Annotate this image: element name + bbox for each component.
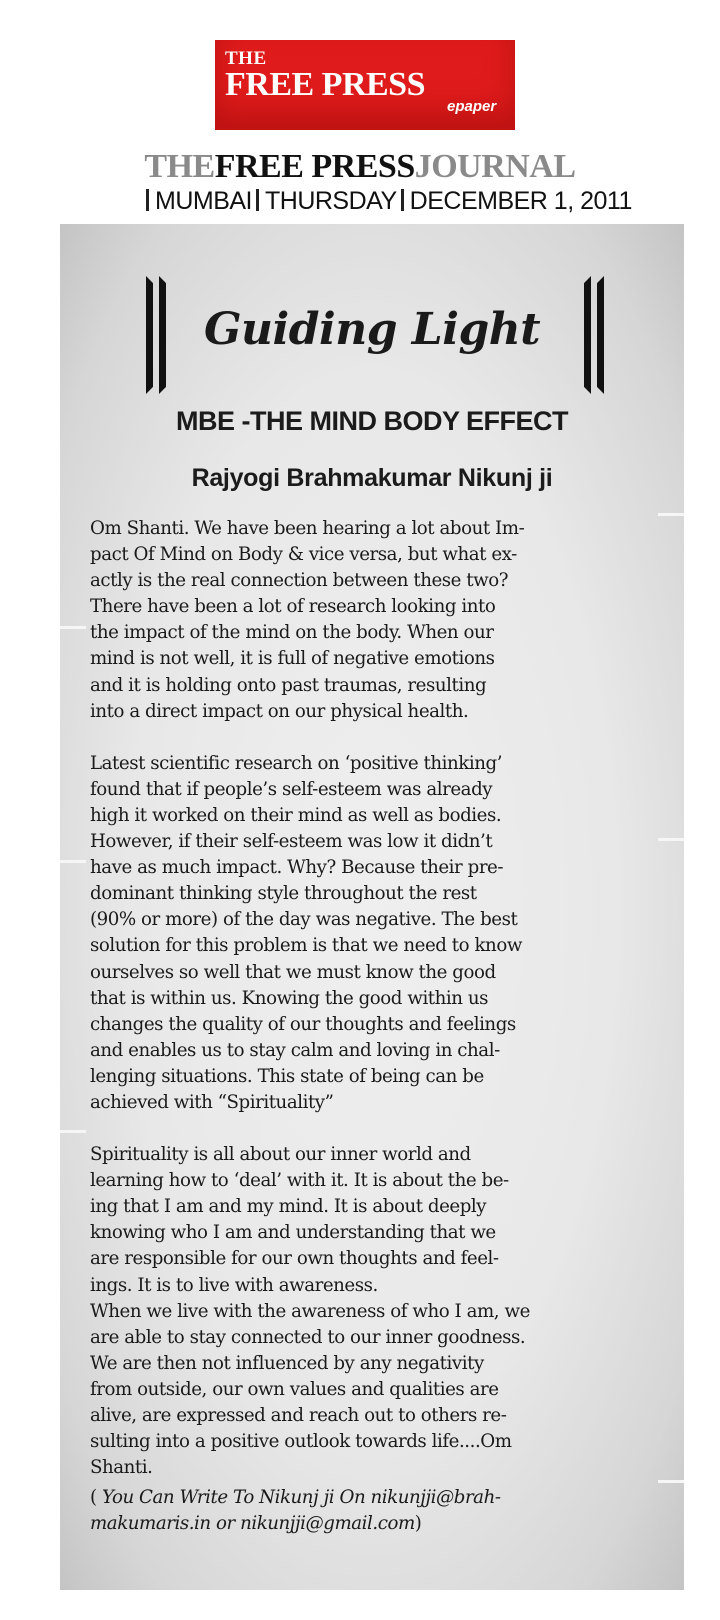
crop-mark [658,1480,684,1483]
crop-mark [658,838,684,841]
text-line [90,1511,650,1537]
text-line: are able to stay connected to our inner goodness. [90,1326,526,1348]
paragraph-2 [90,751,650,1116]
logo-free-press: FREE PRESS [225,66,425,103]
text-line: have as much impact. Why? Because their pre- [90,857,504,879]
paragraph-3 [90,1142,650,1299]
text-line: lenging situations. This state of being can be [90,1065,484,1087]
article-body [90,516,650,1537]
crop-mark [658,513,684,516]
logo-the: THE [225,48,267,69]
paragraph-4 [90,1299,650,1482]
text-line: (90% or more) of the day was negative. The best [90,909,518,931]
dateline-divider [146,189,149,211]
epaper-logo [215,40,515,130]
text-line: Shanti. [90,1457,153,1479]
text-line: changes the quality of our thoughts and feelings [90,1013,516,1035]
text-line: achieved with “Spirituality” [90,1091,334,1113]
text-line: ings. It is to live with awareness. [90,1274,378,1296]
article-clipping [60,224,684,1590]
text-line: dominant thinking style throughout the rest [90,883,477,905]
dateline-city: MUMBAI [155,187,252,215]
text-line: found that if people’s self-esteem was already [90,778,493,800]
contact-open-paren: ( [90,1487,102,1509]
dateline-divider [401,189,404,211]
dateline-divider [256,189,259,211]
dateline [146,187,632,216]
crop-mark [60,860,86,863]
text-line: and enables us to stay calm and loving in chal- [90,1039,500,1061]
contact-line-2: makumaris.in or nikunjji@gmail.com [90,1513,415,1535]
contact-line-1: You Can Write To Nikunj ji On nikunjji@brah- [101,1487,501,1509]
text-line: and it is holding onto past traumas, resulting [90,674,487,696]
text-line: alive, are expressed and reach out to others re- [90,1405,507,1426]
text-line: actly is the real connection between these two? [90,570,509,592]
text-line: high it worked on their mind as well as bodies. [90,804,502,826]
text-line: mind is not well, it is full of negative emotions [90,648,495,670]
text-line: solution for this problem is that we need to know [90,935,522,957]
text-line: Spirituality is all about our inner world and [90,1144,471,1166]
text-line: into a direct impact on our physical health. [90,700,469,722]
text-line: Om Shanti. We have been hearing a lot about Im- [90,518,525,539]
text-line: learning how to ‘deal’ with it. It is about the be- [90,1170,509,1192]
masthead-free-press: FREE PRESS [214,148,415,185]
article-byline: Rajyogi Brahmakumar Nikunj ji [191,464,553,492]
masthead-the: THE [144,148,215,185]
crop-mark [60,1130,86,1133]
text-line: ourselves so well that we must know the good [90,961,496,983]
text-line: from outside, our own values and qualities are [90,1378,499,1400]
text-line [90,1485,650,1511]
text-line: the impact of the mind on the body. When our [90,622,494,644]
column-title: Guiding Light [203,304,541,355]
crop-mark [60,626,86,629]
text-line: pact Of Mind on Body & vice versa, but what ex- [90,544,517,566]
text-line: Latest scientific research on ‘positive thinking’ [90,752,503,774]
logo-epaper: epaper [447,98,497,115]
paragraph-1 [90,516,650,725]
masthead [0,148,720,186]
masthead-journal: JOURNAL [414,148,576,185]
text-line: We are then not influenced by any negativity [90,1352,484,1374]
contact-note [90,1485,650,1537]
text-line: are responsible for our own thoughts and feel- [90,1248,499,1270]
text-line: sulting into a positive outlook towards life....Om [90,1431,512,1453]
dateline-day: THURSDAY [265,187,397,215]
text-line: ing that I am and my mind. It is about deeply [90,1196,487,1218]
text-line: However, if their self-esteem was low it didn’t [90,831,493,853]
dateline-date: DECEMBER 1, 2011 [409,187,632,215]
contact-close-paren: ) [414,1513,422,1535]
article-headline: MBE -THE MIND BODY EFFECT [176,406,568,436]
text-line: knowing who I am and understanding that we [90,1222,496,1244]
text-line: There have been a lot of research looking into [90,596,496,618]
text-line: When we live with the awareness of who I am, we [90,1300,530,1322]
text-line: that is within us. Knowing the good within us [90,987,489,1009]
